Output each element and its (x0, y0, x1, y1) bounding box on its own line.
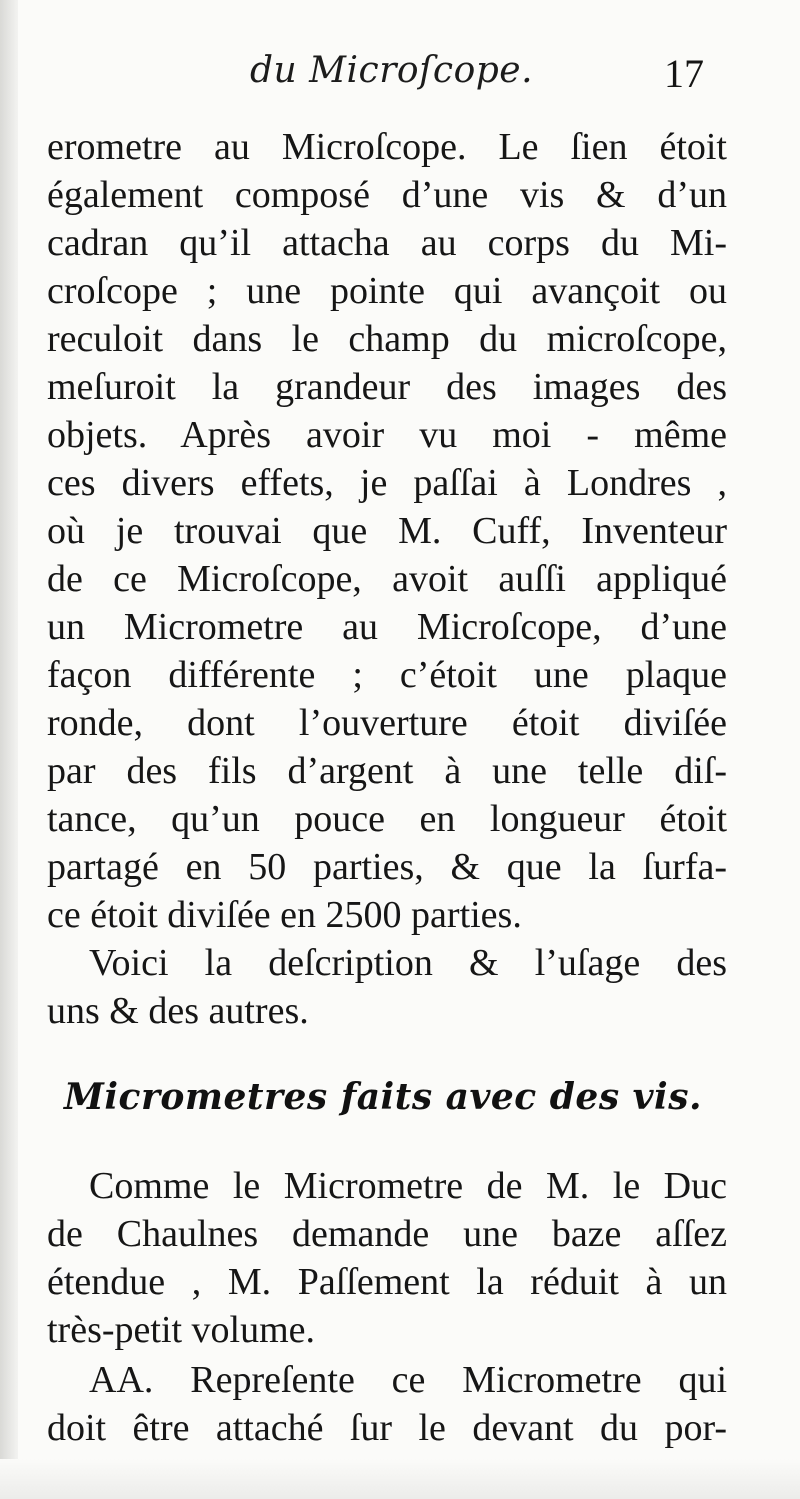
page-bottom-shadow (0, 1459, 800, 1499)
paragraph-4 (47, 1356, 727, 1452)
text-line: de ce Microſcope, avoit auſſi appliqué (47, 558, 727, 600)
paragraph-2 (47, 939, 727, 1035)
text-line: uns & des autres. (47, 990, 309, 1032)
text-line: doit être attaché ſur le devant du por- (47, 1407, 727, 1449)
text-line: également composé d’une vis & d’un (47, 174, 727, 216)
text-line: où je trouvai que M. Cuff, Inventeur (47, 510, 727, 552)
text-line: meſuroit la grandeur des images des (47, 366, 727, 408)
text-line: très-petit volume. (47, 1309, 316, 1351)
running-head: du Microſcope. (250, 50, 534, 91)
page-number: 17 (664, 51, 704, 96)
text-line: objets. Après avoir vu moi - même (47, 414, 727, 456)
text-line: étendue , M. Paſſement la réduit à un (47, 1261, 727, 1303)
text-line: Comme le Micrometre de M. le Duc (89, 1165, 727, 1207)
text-line: par des fils d’argent à une telle diſ- (47, 750, 727, 792)
text-line: reculoit dans le champ du microſcope, (47, 318, 727, 360)
text-line: façon différente ; c’étoit une plaque (47, 654, 727, 696)
text-line: ce étoit diviſée en 2500 parties. (47, 894, 522, 936)
text-line: partagé en 50 parties, & que la ſurfa- (47, 846, 727, 888)
page-gutter-shadow (0, 0, 18, 1499)
text-line: ronde, dont l’ouverture étoit diviſée (47, 702, 727, 744)
text-line: ces divers effets, je paſſai à Londres , (47, 462, 727, 504)
paragraph-3 (47, 1162, 727, 1354)
text-line: de Chaulnes demande une baze aſſez (47, 1213, 727, 1255)
text-line: Voici la deſcription & l’uſage des (89, 942, 727, 984)
paragraph-1 (47, 123, 727, 939)
text-line: erometre au Microſcope. Le ſien étoit (47, 126, 727, 168)
text-line: un Micrometre au Microſcope, d’une (47, 606, 727, 648)
text-line: croſcope ; une pointe qui avançoit ou (47, 270, 727, 312)
text-line: AA. Repreſente ce Micrometre qui (89, 1359, 727, 1401)
text-line: tance, qu’un pouce en longueur étoit (47, 798, 727, 840)
text-line: cadran qu’il attacha au corps du Mi- (47, 222, 727, 264)
section-heading: Micrometres faits avec des vis. (64, 1076, 703, 1118)
